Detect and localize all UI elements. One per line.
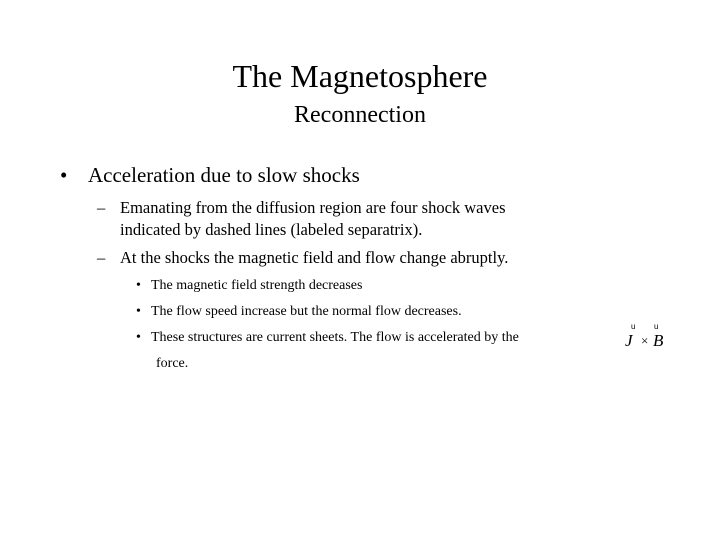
dash-marker: – <box>97 198 106 217</box>
vector-mark-b: u <box>654 322 659 331</box>
sub-sub-bullet-continuation <box>156 354 188 374</box>
dash-marker: – <box>97 248 106 267</box>
b-symbol: B <box>653 331 664 350</box>
sub-bullet-text: At the shocks the magnetic field and flow change abruptly. <box>120 248 509 267</box>
sub-sub-bullet-text: The flow speed increase but the normal flow decreases. <box>151 304 462 319</box>
j-symbol: J <box>625 331 633 350</box>
sub-bullet-text-line2: indicated by dashed lines (labeled separatrix). <box>120 220 423 239</box>
continuation-text: force. <box>156 356 189 371</box>
vector-mark-j: u <box>631 322 636 331</box>
bullet-marker: • <box>60 163 68 187</box>
sub-bullet-text-line1: Emanating from the diffusion region are four shock waves <box>120 198 506 217</box>
cross-symbol: × <box>641 333 649 348</box>
j-cross-b-formula <box>623 322 667 352</box>
slide-subtitle: Reconnection <box>294 102 426 128</box>
bullet-marker: • <box>136 304 141 319</box>
bullet-text: Acceleration due to slow shocks <box>88 163 360 187</box>
bullet-marker: • <box>136 278 141 293</box>
bullet-marker: • <box>136 330 141 345</box>
sub-sub-bullet-text: These structures are current sheets. The flow is accelerated by the <box>151 330 519 345</box>
sub-sub-bullet-text: The magnetic field strength decreases <box>151 278 363 293</box>
slide-title: The Magnetosphere <box>232 58 488 94</box>
